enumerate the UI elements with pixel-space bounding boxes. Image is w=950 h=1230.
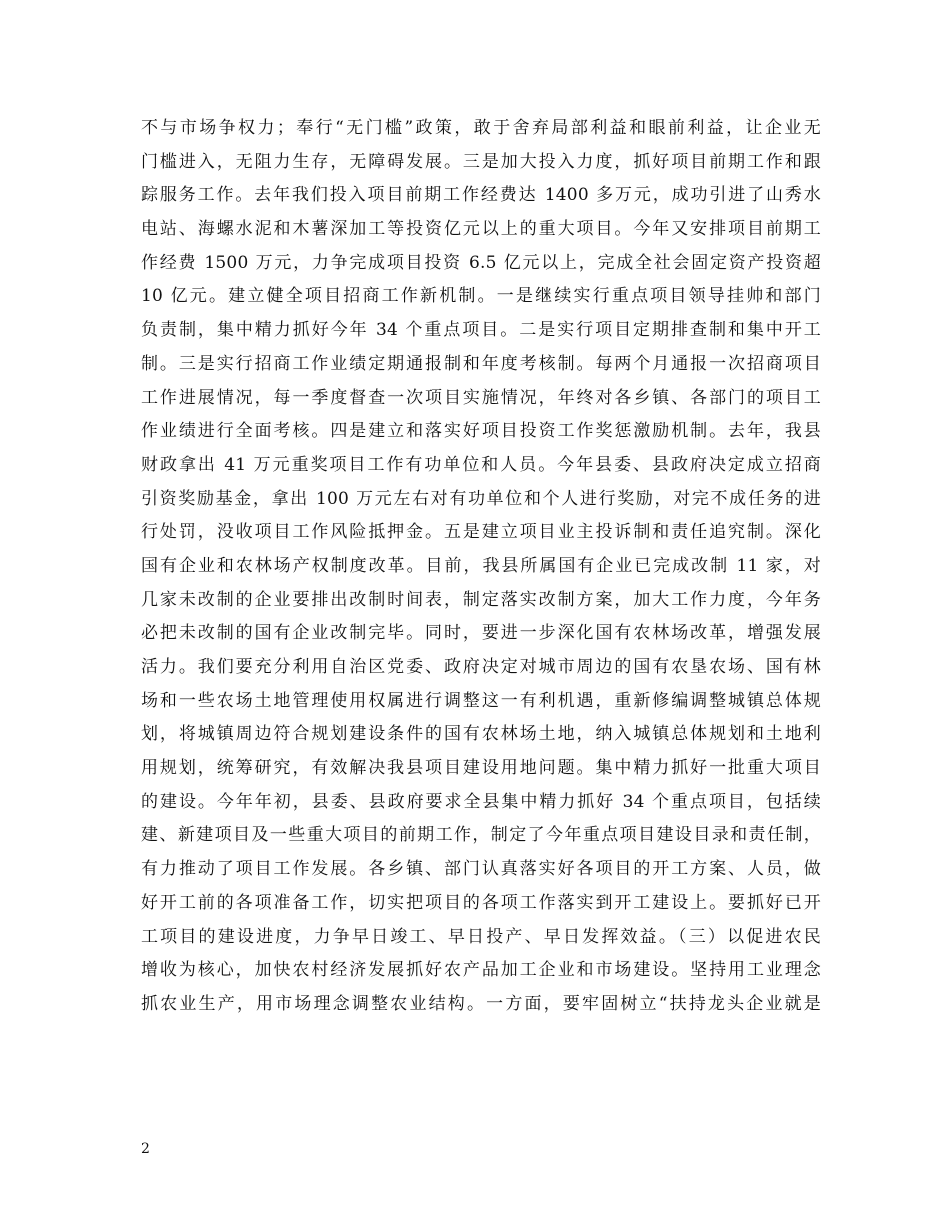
text-line: 不与市场争权力；奉行“无门槛”政策，敢于舍弃局部利益和眼前利益，让企业无 xyxy=(141,118,821,138)
text-line: 财政拿出 41 万元重奖项目工作有功单位和人员。今年县委、县政府决定成立招商 xyxy=(141,454,821,475)
text-line: 的建设。今年年初，县委、县政府要求全县集中精力抓好 34 个重点项目，包括续 xyxy=(141,791,821,812)
text-line: 引资奖励基金，拿出 100 万元左右对有功单位和个人进行奖励，对完不成任务的进 xyxy=(141,488,821,509)
text-line: 制。三是实行招商工作业绩定期通报制和年度考核制。每两个月通报一次招商项目 xyxy=(141,353,821,374)
text-line: 作经费 1500 万元，力争完成项目投资 6.5 亿元以上，完成全社会固定资产投资超 xyxy=(141,252,821,273)
text-line: 用规划，统筹研究，有效解决我县项目建设用地问题。集中精力抓好一批重大项目 xyxy=(141,758,821,779)
text-line: 几家未改制的企业要排出改制时间表，制定落实改制方案，加大工作力度，今年务 xyxy=(141,589,821,610)
text-line: 划，将城镇周边符合规划建设条件的国有农林场土地，纳入城镇总体规划和土地利 xyxy=(141,724,821,745)
text-line: 工作进展情况，每一季度督查一次项目实施情况，年终对各乡镇、各部门的项目工 xyxy=(141,387,821,408)
text-line: 工项目的建设进度，力争早日竣工、早日投产、早日发挥效益。（三）以促进农民 xyxy=(141,926,821,947)
body-text xyxy=(141,112,821,1022)
text-line: 门槛进入，无阻力生存，无障碍发展。三是加大投入力度，抓好项目前期工作和跟 xyxy=(141,151,821,172)
text-line: 踪服务工作。去年我们投入项目前期工作经费达 1400 多万元，成功引进了山秀水 xyxy=(141,185,821,206)
text-line: 10 亿元。建立健全项目招商工作新机制。一是继续实行重点项目领导挂帅和部门 xyxy=(141,286,821,307)
text-line: 场和一些农场土地管理使用权属进行调整这一有利机遇，重新修编调整城镇总体规 xyxy=(141,690,821,711)
text-line: 有力推动了项目工作发展。各乡镇、部门认真落实好各项目的开工方案、人员，做 xyxy=(141,859,821,880)
text-line: 必把未改制的国有企业改制完毕。同时，要进一步深化国有农林场改革，增强发展 xyxy=(141,623,821,644)
text-line: 好开工前的各项准备工作，切实把项目的各项工作落实到开工建设上。要抓好已开 xyxy=(141,892,821,913)
text-line: 行处罚，没收项目工作风险抵押金。五是建立项目业主投诉制和责任追究制。深化 xyxy=(141,522,821,543)
text-line: 活力。我们要充分利用自治区党委、政府决定对城市周边的国有农垦农场、国有林 xyxy=(141,657,821,677)
text-line: 国有企业和农林场产权制度改革。目前，我县所属国有企业已完成改制 11 家，对 xyxy=(141,555,821,576)
text-line: 电站、海螺水泥和木薯深加工等投资亿元以上的重大项目。今年又安排项目前期工 xyxy=(141,219,821,240)
text-line: 抓农业生产，用市场理念调整农业结构。一方面，要牢固树立“扶持龙头企业就是 xyxy=(141,993,821,1014)
text-line: 负责制，集中精力抓好今年 34 个重点项目。二是实行项目定期排查制和集中开工 xyxy=(141,320,821,341)
text-line: 建、新建项目及一些重大项目的前期工作，制定了今年重点项目建设目录和责任制， xyxy=(141,825,821,846)
page-number: 2 xyxy=(141,1141,150,1157)
text-line: 增收为核心，加快农村经济发展抓好农产品加工企业和市场建设。坚持用工业理念 xyxy=(141,960,821,981)
text-line: 作业绩进行全面考核。四是建立和落实好项目投资工作奖惩激励机制。去年，我县 xyxy=(141,421,821,442)
